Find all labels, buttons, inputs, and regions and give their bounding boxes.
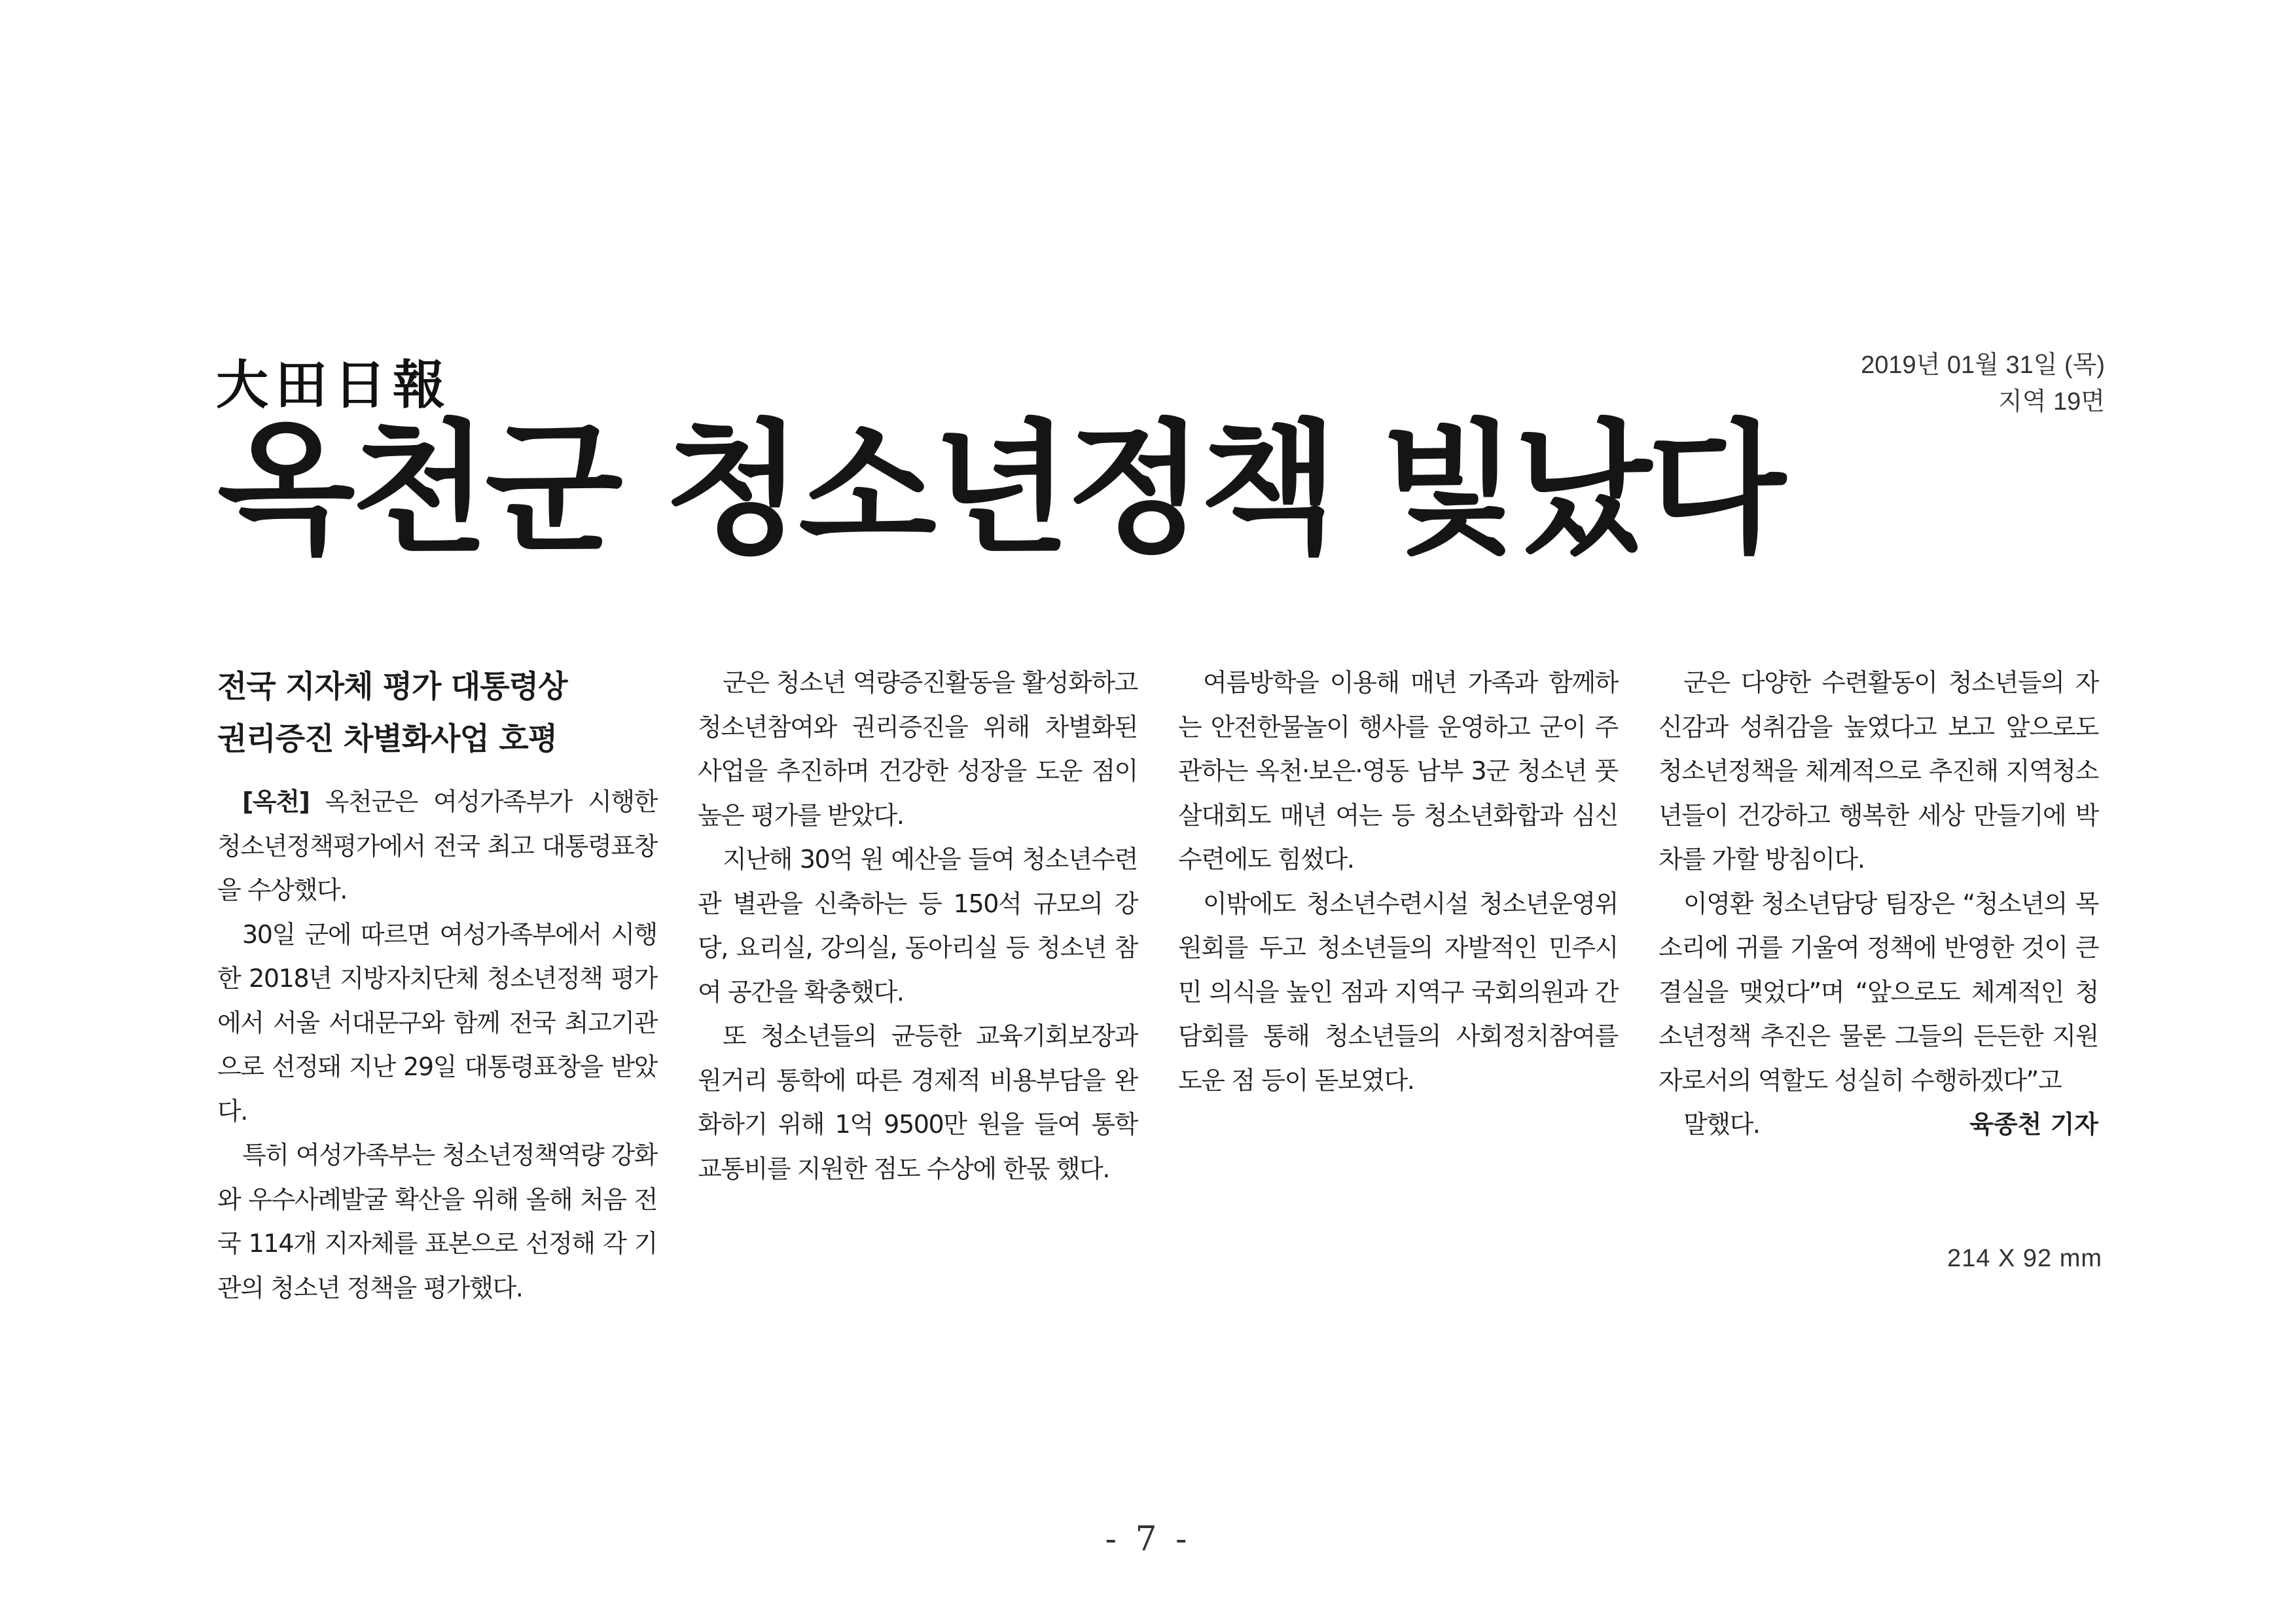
page-number: - 7 - (1105, 1520, 1191, 1559)
subheadline-line-2: 권리증진 차별화사업 호평 (217, 721, 558, 757)
clipping-size: 214 X 92 mm (1947, 1245, 2102, 1272)
article-column-4 (1659, 661, 2098, 1147)
article-paragraph: 지난해 30억 원 예산을 들여 청소년수련관 별관을 신축하는 등 150석 규모의 강당, 요리실, 강의실, 동아리실 등 청소년 참여 공간을 확충했다. (698, 845, 1138, 1007)
article-column-2 (698, 661, 1138, 1191)
publication-info (1861, 347, 2105, 420)
paragraph-text: 옥천군은 여성가족부가 시행한 청소년정책평가에서 전국 최고 대통령표창을 수상했다. (217, 787, 657, 904)
publication-date: 2019년 01월 31일 (목) (1861, 351, 2105, 379)
article-paragraph: 군은 청소년 역량증진활동을 활성화하고 청소년참여와 권리증진을 위해 차별화된 사업을 추진하며 건강한 성장을 도운 점이 높은 평가를 받았다. (698, 668, 1138, 830)
subheadline-line-1: 전국 지자체 평가 대통령상 (217, 669, 567, 705)
article-paragraph: 군은 다양한 수련활동이 청소년들의 자신감과 성취감을 높였다고 보고 앞으로도 청소년정책을 체계적으로 추진해 지역청소년들이 건강하고 행복한 세상 만들기에 박차를 가할 방침이다. (1659, 668, 2098, 874)
publication-section: 지역 19면 (1998, 388, 2105, 416)
article-subheadline (217, 661, 657, 766)
article-dateline: [옥천] (242, 787, 310, 816)
article-paragraph: 이밖에도 청소년수련시설 청소년운영위원회를 두고 청소년들의 자발적인 민주시민 의식을 높인 점과 지역구 국회의원과 간담회를 통해 청소년들의 사회정치참여를 도운 점 등이 돋보였다. (1178, 889, 1618, 1095)
article-paragraph: 특히 여성가족부는 청소년정책역량 강화와 우수사례발굴 확산을 위해 올해 처음 전국 114개 지자체를 표본으로 선정해 각 기관의 청소년 정책을 평가했다. (217, 1141, 657, 1302)
newspaper-masthead: 大田日報 (216, 354, 452, 416)
paragraph-text: 말했다. (1683, 1110, 1760, 1139)
article-byline: 육종천 기자 (1969, 1110, 2098, 1139)
article-paragraph: 30일 군에 따르면 여성가족부에서 시행한 2018년 지방자치단체 청소년정책 평가에서 서울 서대문구와 함께 전국 최고기관으로 선정돼 지난 29일 대통령표창을 받았다. (217, 919, 657, 1126)
article-paragraph: 또 청소년들의 균등한 교육기회보장과 원거리 통학에 따른 경제적 비용부담을 완화하기 위해 1억 9500만 원을 들여 통학교통비를 지원한 점도 수상에 한몫 했다. (698, 1022, 1138, 1183)
article-paragraph: 이영환 청소년담당 팀장은 “청소년의 목소리에 귀를 기울여 정책에 반영한 것이 큰 결실을 맺었다”며 “앞으로도 체계적인 청소년정책 추진은 물론 그들의 든든한 지원자로서의 역할도 성실히 수행하겠다”고 (1659, 889, 2098, 1095)
article-closing-line (1659, 1103, 2098, 1147)
article-headline: 옥천군 청소년정책 빛났다 (217, 407, 1782, 573)
article-column-1 (217, 661, 657, 1310)
article-paragraph: 여름방학을 이용해 매년 가족과 함께하는 안전한물놀이 행사를 운영하고 군이 주관하는 옥천·보은·영동 남부 3군 청소년 풋살대회도 매년 여는 등 청소년화합과 심신수련에도 힘썼다. (1178, 668, 1618, 874)
article-paragraph (217, 780, 657, 913)
article-column-3 (1178, 661, 1618, 1103)
